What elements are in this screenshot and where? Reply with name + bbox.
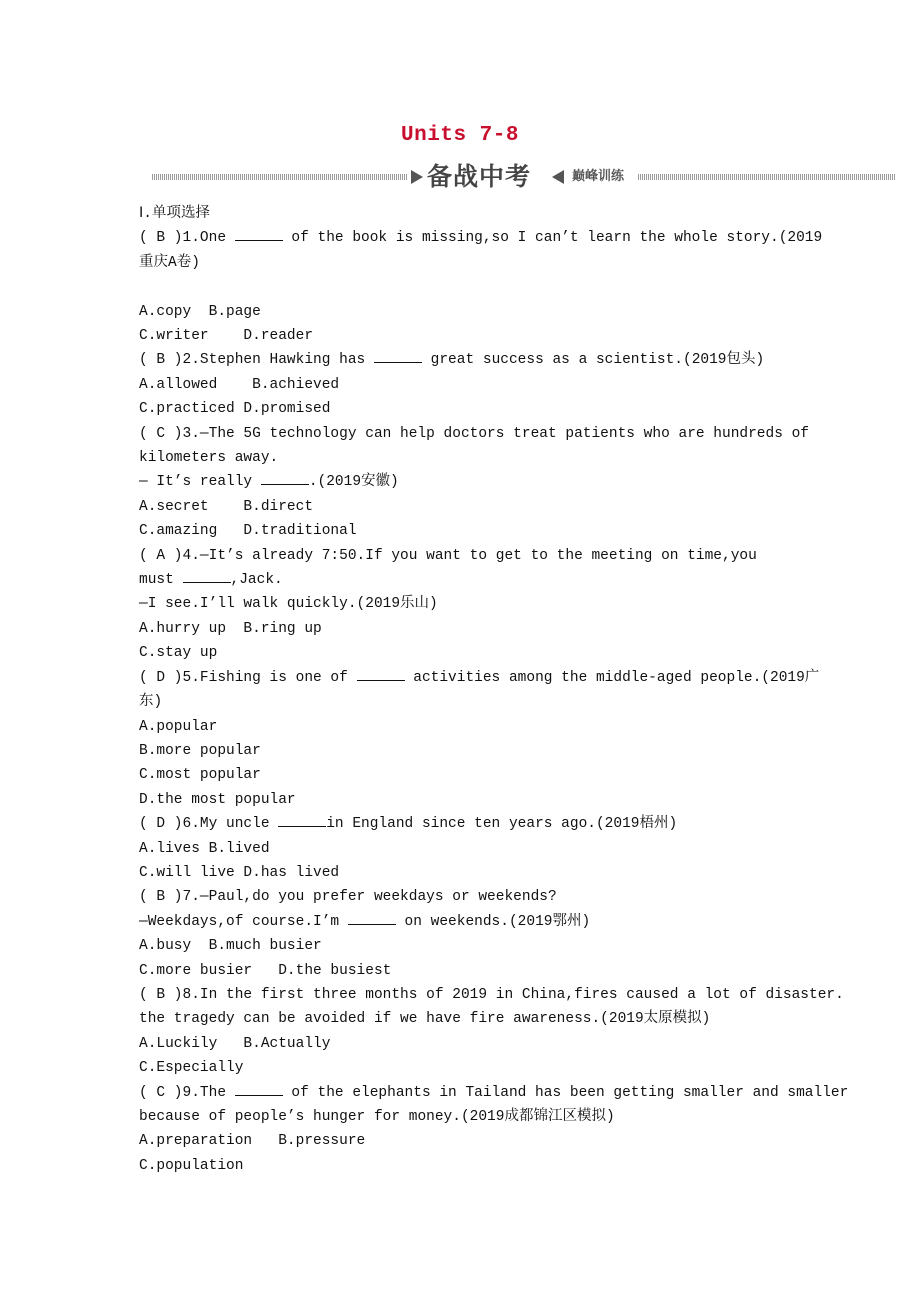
question-text-before-blank: — It’s really <box>139 474 261 491</box>
answer-options: A.lives B.lived <box>139 840 270 857</box>
question-item <box>139 544 799 666</box>
question-item <box>139 812 799 885</box>
answer-options: C.population <box>139 1157 244 1174</box>
question-text <box>139 666 820 690</box>
section-banner <box>152 162 896 192</box>
question-text <box>139 226 823 250</box>
question-text: ( A )4.—It’s already 7:50.If you want to get to the meeting on time,you <box>139 547 757 564</box>
question-text-after-blank: of the book is missing,so I can’t learn the whole story.(2019 <box>282 230 823 247</box>
answer-options: A.popular <box>139 718 218 735</box>
banner-main-text: 备战中考 <box>427 162 532 191</box>
question-item <box>139 1081 849 1179</box>
question-text <box>139 348 799 372</box>
answer-options: A.allowed B.achieved <box>139 376 340 393</box>
answer-blank <box>348 910 396 925</box>
question-item <box>139 422 810 544</box>
answer-blank <box>235 226 283 241</box>
question-text: kilometers away. <box>139 450 279 467</box>
question-text-after-blank: activities among the middle-aged people.(2019广 <box>404 669 820 686</box>
question-text: because of people’s hunger for money.(2019成都锦江区模拟) <box>139 1109 615 1126</box>
question-text-before-blank: ( C )9.The <box>139 1084 235 1101</box>
question-text-after-blank: on weekends.(2019鄂州) <box>395 913 591 930</box>
question-text <box>139 812 799 836</box>
answer-options: B.more popular <box>139 742 261 759</box>
answer-blank <box>183 568 231 583</box>
question-text-before-blank: must <box>139 572 183 589</box>
banner-sub-text: 巅峰训练 <box>572 169 625 184</box>
answer-blank <box>357 666 405 681</box>
question-item <box>139 226 823 348</box>
answer-options: C.practiced D.promised <box>139 401 331 418</box>
question-item <box>139 666 820 812</box>
answer-options: C.Especially <box>139 1060 244 1077</box>
answer-options: A.busy B.much busier <box>139 938 322 955</box>
question-text-after-blank: of the elephants in Tailand has been getting smaller and smaller <box>282 1084 849 1101</box>
question-text: ( C )3.—The 5G technology can help doctors treat patients who are hundreds of <box>139 425 810 442</box>
exercise-content <box>139 202 849 1178</box>
answer-options: A.preparation B.pressure <box>139 1133 366 1150</box>
question-text: ( B )8.In the first three months of 2019 in China,fires caused a lot of disaster. <box>139 986 844 1003</box>
question-text: 东) <box>139 694 163 711</box>
answer-blank <box>235 1081 283 1096</box>
question-text: the tragedy can be avoided if we have fire awareness.(2019太原模拟) <box>139 1011 711 1028</box>
question-text-before-blank: ( D )5.Fishing is one of <box>139 669 357 686</box>
spacer <box>139 275 799 299</box>
answer-options: C.amazing D.traditional <box>139 523 357 540</box>
arrow-left-icon <box>552 170 564 184</box>
question-text-after-blank: .(2019安徽) <box>308 474 399 491</box>
banner-hatch-right <box>638 174 896 180</box>
answer-options: C.most popular <box>139 767 261 784</box>
question-text: —I see.I’ll walk quickly.(2019乐山) <box>139 596 438 613</box>
question-text-before-blank: ( B )1.One <box>139 230 235 247</box>
question-text-before-blank: ( B )2.Stephen Hawking has <box>139 352 374 369</box>
question-list <box>139 226 849 1178</box>
arrow-right-icon <box>411 170 423 184</box>
page-title: Units 7-8 <box>401 124 519 147</box>
question-text <box>139 470 799 494</box>
answer-options: A.secret B.direct <box>139 498 314 515</box>
question-text-after-blank: great success as a scientist.(2019包头) <box>421 352 765 369</box>
question-text-before-blank: ( D )6.My uncle <box>139 816 279 833</box>
question-text <box>139 910 799 934</box>
answer-options: A.copy B.page <box>139 303 261 320</box>
question-text-after-blank: in England since ten years ago.(2019梧州) <box>326 816 678 833</box>
answer-blank <box>261 470 309 485</box>
banner-hatch-left <box>152 174 407 180</box>
answer-options: C.will live D.has lived <box>139 864 340 881</box>
section-heading: Ⅰ.单项选择 <box>139 206 210 222</box>
question-text: 重庆A卷) <box>139 254 200 271</box>
question-item <box>139 885 799 983</box>
question-item <box>139 348 799 421</box>
answer-options: C.more busier D.the busiest <box>139 962 392 979</box>
answer-options: C.stay up <box>139 645 218 662</box>
answer-options: C.writer D.reader <box>139 328 314 345</box>
question-text: ( B )7.—Paul,do you prefer weekdays or weekends? <box>139 889 557 906</box>
question-text <box>139 1081 849 1105</box>
answer-options: A.hurry up B.ring up <box>139 620 322 637</box>
question-text-before-blank: —Weekdays,of course.I’m <box>139 913 348 930</box>
question-item <box>139 983 844 1081</box>
answer-options: A.Luckily B.Actually <box>139 1035 331 1052</box>
question-text <box>139 568 799 592</box>
answer-blank <box>374 348 422 363</box>
answer-options: D.the most popular <box>139 791 296 808</box>
question-text-after-blank: ,Jack. <box>230 572 283 589</box>
answer-blank <box>278 812 326 827</box>
